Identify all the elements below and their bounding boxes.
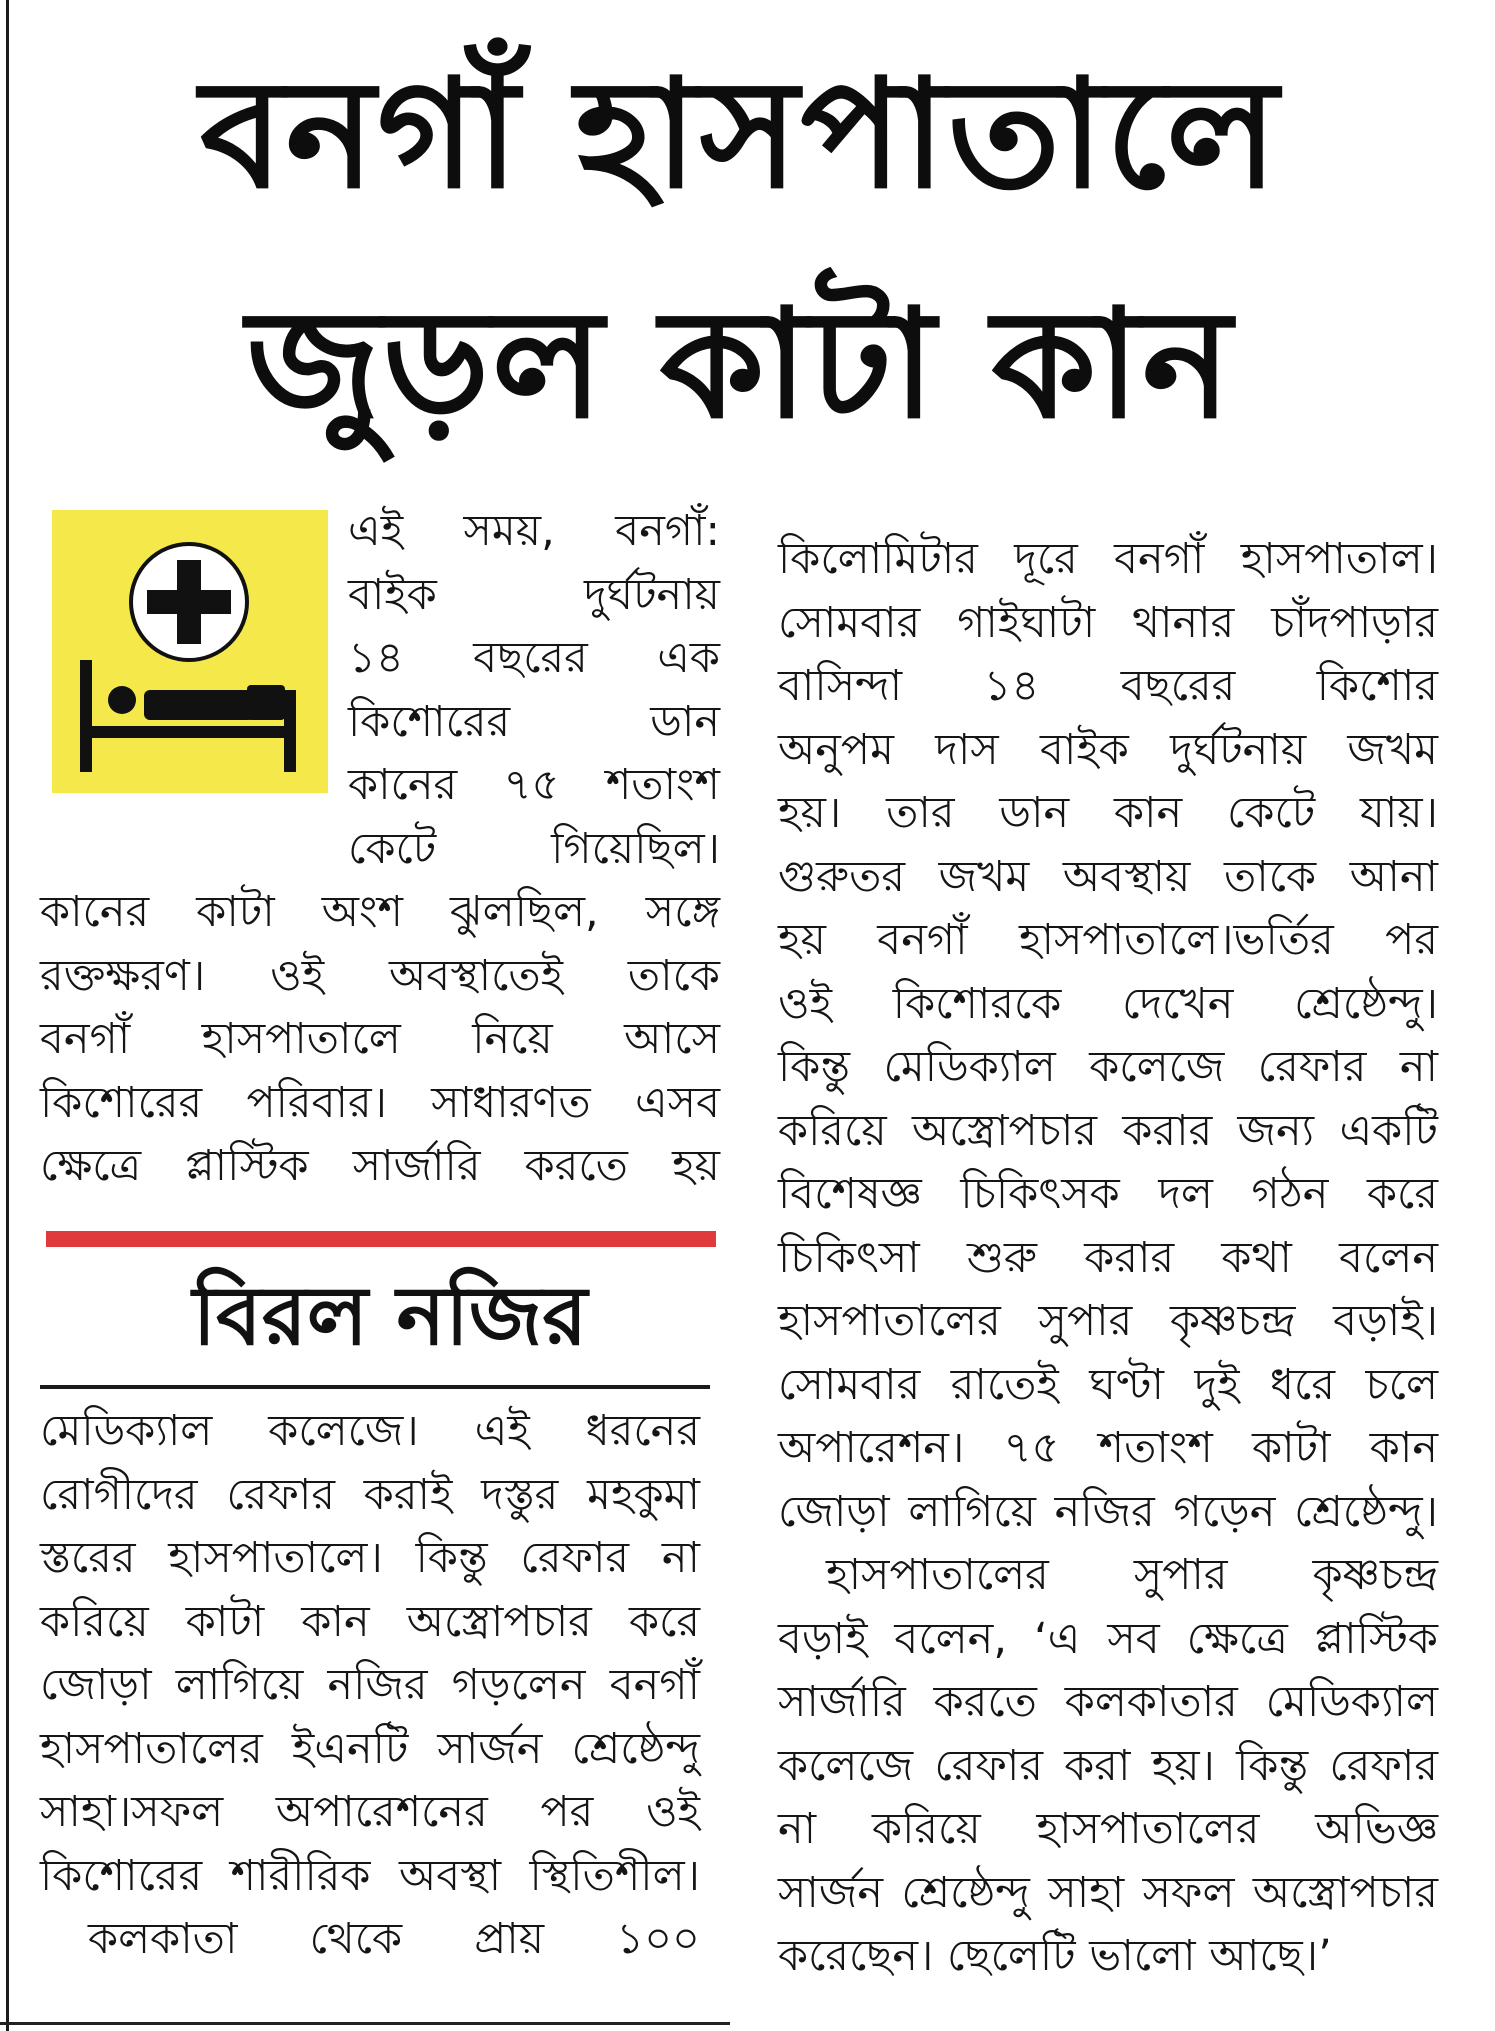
body-line: মেডিক্যাল কলেজে। এই ধরনের	[40, 1406, 700, 1456]
article-left-column-bottom	[40, 1400, 700, 1972]
subheading: বিরল নজির	[192, 1269, 588, 1364]
article-intro	[348, 500, 720, 881]
body-line: কিন্তু মেডিক্যাল কলেজে রেফার না	[778, 1042, 1438, 1092]
body-line: হাসপাতালের সুপার কৃষ্ণচন্দ্র	[826, 1550, 1438, 1600]
column-border-left	[6, 0, 9, 2031]
intro-line: ১৪ বছরের এক	[348, 633, 720, 683]
body-line: জোড়া লাগিয়ে নজির গড়লেন বনগাঁ	[40, 1660, 700, 1710]
body-line: স্তরের হাসপাতালে। কিন্তু রেফার না	[40, 1533, 700, 1583]
intro-line: কানের ৭৫ শতাংশ	[348, 760, 720, 810]
article-right-column	[778, 528, 1438, 1989]
subhead-rule-black	[40, 1385, 710, 1389]
headline-line-1: বনগাঁ হাসপাতালে	[200, 48, 1280, 222]
body-line: করিয়ে কাটা কান অস্ত্রোপচার করে	[40, 1596, 700, 1647]
body-line: কিশোরের পরিবার। সাধারণত এসব	[40, 1077, 720, 1128]
body-line: গুরুতর জখম অবস্থায় তাকে আনা	[778, 851, 1438, 902]
body-line: বাসিন্দা ১৪ বছরের কিশোর	[778, 661, 1438, 711]
body-line: সোমবার রাতেই ঘণ্টা দুই ধরে চলে	[778, 1359, 1438, 1410]
column-border-bottom	[0, 2022, 730, 2025]
hospital-bed-icon	[52, 510, 328, 793]
body-line: বনগাঁ হাসপাতালে নিয়ে আসে	[40, 1014, 720, 1064]
body-line: অপারেশন। ৭৫ শতাংশ কাটা কান	[778, 1423, 1438, 1473]
body-line: সার্জন শ্রেষ্ঠেন্দু সাহা সফল অস্ত্রোপচার	[778, 1867, 1438, 1918]
body-line: অনুপম দাস বাইক দুর্ঘটনায় জখম	[778, 724, 1438, 775]
body-line: করিয়ে অস্ত্রোপচার করার জন্য একটি	[778, 1105, 1438, 1156]
body-line: জোড়া লাগিয়ে নজির গড়েন শ্রেষ্ঠেন্দু।	[778, 1486, 1438, 1537]
body-line: না করিয়ে হাসপাতালের অভিজ্ঞ	[778, 1804, 1438, 1854]
body-line: কলকাতা থেকে প্রায় ১০০	[88, 1914, 700, 1964]
body-line: হাসপাতালের ইএনটি সার্জন শ্রেষ্ঠেন্দু	[40, 1723, 700, 1774]
body-line: রক্তক্ষরণ। ওই অবস্থাতেই তাকে	[40, 950, 720, 1001]
intro-line: কেটে গিয়েছিল।	[348, 823, 720, 874]
body-line: কানের কাটা অংশ ঝুলছিল, সঙ্গে	[40, 887, 720, 937]
intro-line: কিশোরের ডান	[348, 696, 720, 747]
body-line: হয়। তার ডান কান কেটে যায়।	[778, 788, 1438, 838]
body-line: কিলোমিটার দূরে বনগাঁ হাসপাতাল।	[778, 534, 1438, 584]
body-line: সোমবার গাইঘাটা থানার চাঁদপাড়ার	[778, 597, 1438, 648]
body-line: সাহা।সফল অপারেশনের পর ওই	[40, 1787, 700, 1837]
body-line: হয় বনগাঁ হাসপাতালে।ভর্তির পর	[778, 915, 1438, 965]
body-line: ক্ষেত্রে প্লাস্টিক সার্জারি করতে হয়	[40, 1141, 720, 1191]
body-line: রোগীদের রেফার করাই দস্তুর মহকুমা	[40, 1469, 700, 1520]
body-line: ওই কিশোরকে দেখেন শ্রেষ্ঠেন্দু।	[778, 978, 1438, 1029]
body-line: বিশেষজ্ঞ চিকিৎসক দল গঠন করে	[778, 1169, 1438, 1219]
intro-line: এই সময়, বনগাঁ:	[348, 506, 720, 556]
article-left-column-top	[40, 881, 720, 1199]
body-line: সার্জারি করতে কলকাতার মেডিক্যাল	[778, 1677, 1438, 1727]
body-line: হাসপাতালের সুপার কৃষ্ণচন্দ্র বড়াই।	[778, 1296, 1438, 1346]
body-line: করেছেন। ছেলেটি ভালো আছে।’	[778, 1931, 1332, 1981]
headline-line-2: জুড়ল কাটা কান	[246, 278, 1234, 452]
subhead-rule-red	[46, 1231, 716, 1247]
body-line: কিশোরের শারীরিক অবস্থা স্থিতিশীল।	[40, 1850, 700, 1901]
body-line: বড়াই বলেন, ‘এ সব ক্ষেত্রে প্লাস্টিক	[778, 1613, 1438, 1664]
body-line: কলেজে রেফার করা হয়। কিন্তু রেফার	[778, 1740, 1438, 1791]
intro-line: বাইক দুর্ঘটনায়	[348, 569, 720, 620]
body-line: চিকিৎসা শুরু করার কথা বলেন	[778, 1232, 1438, 1283]
